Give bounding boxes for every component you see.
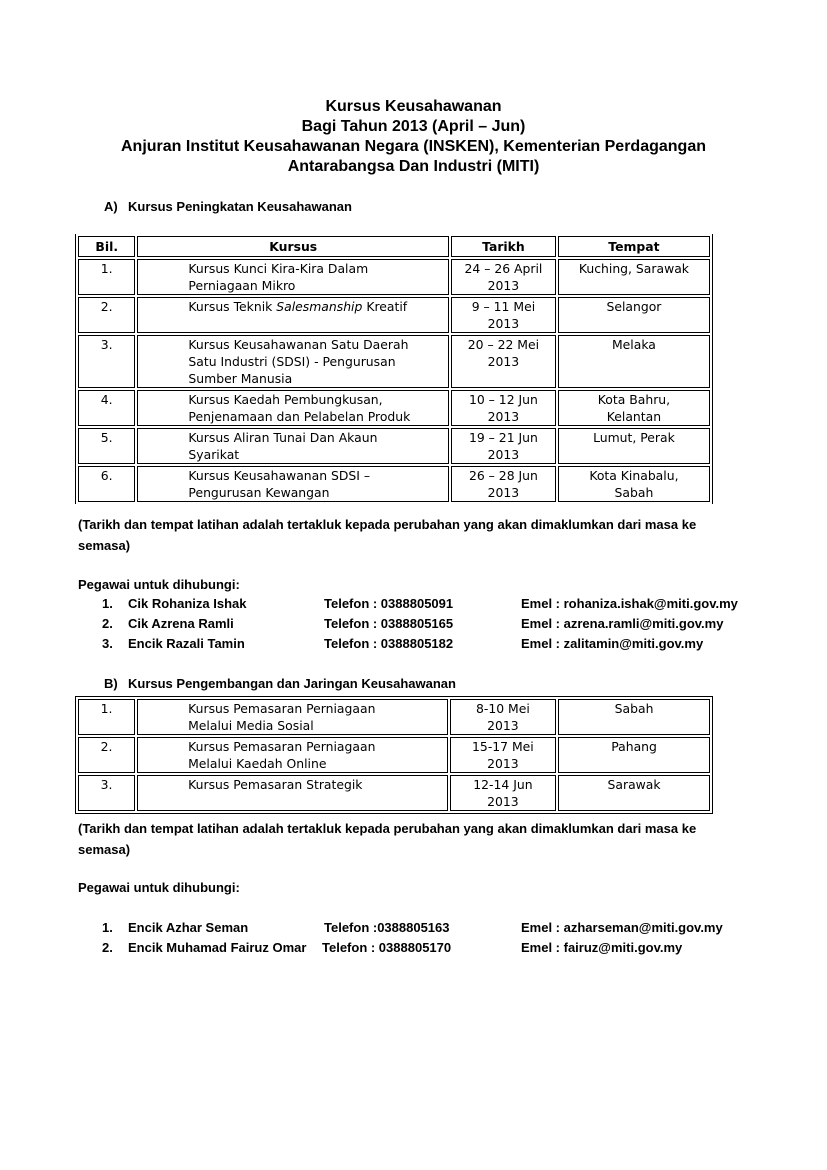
section-a-letter: A) xyxy=(104,199,118,214)
contact-number: 2. xyxy=(102,616,113,631)
kursus-line: Kursus Keusahawanan SDSI – xyxy=(188,468,371,483)
date-line: 10 – 12 Jun xyxy=(468,392,538,407)
col-header-tarikh: Tarikh xyxy=(451,236,556,257)
date-line: 19 – 21 Jun xyxy=(468,430,538,445)
cell-no: 1. xyxy=(78,699,135,735)
contact-email[interactable]: Emel : azharseman@miti.gov.my xyxy=(521,920,723,935)
cell-date xyxy=(450,775,556,811)
contact-email[interactable]: Emel : rohaniza.ishak@miti.gov.my xyxy=(521,596,738,611)
contact-phone: Telefon :0388805163 xyxy=(324,920,450,935)
cell-place xyxy=(558,699,710,735)
cell-place xyxy=(558,775,710,811)
cell-no: 3. xyxy=(78,775,135,811)
doc-title: Kursus Keusahawanan xyxy=(325,98,502,115)
date-line: 2013 xyxy=(487,794,519,809)
section-a-contacts-title: Pegawai untuk dihubungi: xyxy=(78,577,240,592)
section-b-title: Kursus Pengembangan dan Jaringan Keusahawanan xyxy=(128,676,456,691)
table-row xyxy=(78,737,710,773)
cell-kursus xyxy=(137,428,449,464)
contact-number: 1. xyxy=(102,596,113,611)
kursus-line: Pengurusan Kewangan xyxy=(188,485,330,500)
section-b-letter: B) xyxy=(104,676,118,691)
place-line: Melaka xyxy=(611,337,656,352)
place-line: Kota Bahru, xyxy=(597,392,671,407)
contact-item xyxy=(102,616,762,636)
cell-kursus xyxy=(137,297,449,333)
cell-place xyxy=(558,466,710,502)
cell-no: 6. xyxy=(78,466,135,502)
kursus-text-italic: Salesmanship xyxy=(276,299,363,314)
section-a-heading xyxy=(104,199,352,214)
place-line: Sabah xyxy=(614,701,654,716)
place-line: Kelantan xyxy=(606,409,662,424)
table-row xyxy=(78,466,710,502)
contact-item xyxy=(102,596,762,616)
table-row xyxy=(78,335,710,388)
cell-kursus xyxy=(137,699,448,735)
contact-phone: Telefon : 0388805091 xyxy=(324,596,454,611)
contact-name: Encik Muhamad Fairuz Omar xyxy=(128,940,307,955)
kursus-line: Syarikat xyxy=(188,447,240,462)
place-line: Lumut, Perak xyxy=(593,430,675,445)
note-line: (Tarikh dan tempat latihan adalah tertakluk kepada perubahan yang akan dimaklumkan dari masa ke xyxy=(78,821,697,836)
cell-no: 5. xyxy=(78,428,135,464)
table-row xyxy=(78,428,710,464)
contact-item xyxy=(102,940,762,960)
cell-place xyxy=(558,297,710,333)
date-line: 2013 xyxy=(487,278,520,293)
contact-name: Encik Razali Tamin xyxy=(128,636,245,651)
doc-organizer-line2: Antarabangsa Dan Industri (MITI) xyxy=(287,158,540,175)
kursus-text: Kreatif xyxy=(362,299,408,314)
cell-place xyxy=(558,259,710,295)
cell-no: 4. xyxy=(78,390,135,426)
cell-place xyxy=(558,428,710,464)
table-row xyxy=(78,775,710,811)
cell-place xyxy=(558,737,710,773)
date-line: 2013 xyxy=(487,718,519,733)
date-line: 2013 xyxy=(487,316,520,331)
cell-kursus xyxy=(137,390,449,426)
cell-kursus xyxy=(137,466,449,502)
cell-no: 2. xyxy=(78,297,135,333)
note-line: (Tarikh dan tempat latihan adalah tertakluk kepada perubahan yang akan dimaklumkan dari masa ke xyxy=(78,517,697,532)
kursus-line: Kursus Keusahawanan Satu Daerah xyxy=(188,337,409,352)
date-line: 8-10 Mei xyxy=(475,701,530,716)
cell-date xyxy=(451,466,556,502)
date-line: 9 – 11 Mei xyxy=(471,299,536,314)
table-header-row xyxy=(78,236,710,257)
date-line: 20 – 22 Mei xyxy=(467,337,540,352)
kursus-line: Kursus Kaedah Pembungkusan, xyxy=(188,392,383,407)
note-line: semasa) xyxy=(78,538,131,553)
kursus-line xyxy=(188,793,444,810)
table-row xyxy=(78,259,710,295)
place-line: Sabah xyxy=(614,485,654,500)
contact-email[interactable]: Emel : azrena.ramli@miti.gov.my xyxy=(521,616,724,631)
kursus-line: Penjenamaan dan Pelabelan Produk xyxy=(188,409,411,424)
contact-phone: Telefon : 0388805170 xyxy=(322,940,452,955)
col-header-kursus: Kursus xyxy=(137,236,449,257)
date-line: 26 – 28 Jun xyxy=(468,468,538,483)
date-line: 12-14 Jun xyxy=(473,777,533,792)
table-row xyxy=(78,699,710,735)
date-line: 15-17 Mei xyxy=(472,739,534,754)
place-line: Selangor xyxy=(606,299,662,314)
place-line: Kuching, Sarawak xyxy=(578,261,689,276)
contact-email[interactable]: Emel : fairuz@miti.gov.my xyxy=(521,940,683,955)
contact-name: Encik Azhar Seman xyxy=(128,920,249,935)
note-line: semasa) xyxy=(78,842,131,857)
cell-kursus xyxy=(137,259,449,295)
place-line: Pahang xyxy=(611,739,657,754)
cell-date xyxy=(451,335,556,388)
contact-number: 2. xyxy=(102,940,113,955)
cell-kursus xyxy=(137,335,449,388)
contact-name: Cik Rohaniza Ishak xyxy=(128,596,247,611)
kursus-line xyxy=(188,298,445,315)
kursus-text: Kursus Teknik xyxy=(188,299,277,314)
table-section-a xyxy=(75,234,713,504)
table-row xyxy=(78,390,710,426)
kursus-line: Melalui Kaedah Online xyxy=(188,756,327,771)
cell-date xyxy=(451,390,556,426)
contact-item xyxy=(102,636,762,656)
contact-phone: Telefon : 0388805182 xyxy=(324,636,454,651)
section-b-heading xyxy=(104,676,456,691)
cell-date xyxy=(450,699,556,735)
kursus-line: Kursus Pemasaran Perniagaan xyxy=(188,739,376,754)
date-line: 2013 xyxy=(487,485,520,500)
date-line: 2013 xyxy=(487,756,519,771)
cell-date xyxy=(451,428,556,464)
place-line: Sarawak xyxy=(607,777,661,792)
col-header-tempat: Tempat xyxy=(558,236,710,257)
date-line: 2013 xyxy=(487,354,520,369)
kursus-line: Kursus Aliran Tunai Dan Akaun xyxy=(188,430,378,445)
cell-date xyxy=(451,297,556,333)
doc-subtitle: Bagi Tahun 2013 (April – Jun) xyxy=(301,118,526,135)
kursus-line: Sumber Manusia xyxy=(188,371,293,386)
cell-date xyxy=(451,259,556,295)
kursus-line: Kursus Kunci Kira-Kira Dalam xyxy=(188,261,369,276)
date-line: 24 – 26 April xyxy=(464,261,543,276)
cell-no: 1. xyxy=(78,259,135,295)
section-a-note xyxy=(78,514,768,556)
col-header-bil: Bil. xyxy=(78,236,135,257)
kursus-line: Melalui Media Sosial xyxy=(188,718,314,733)
kursus-line: Kursus Pemasaran Strategik xyxy=(188,777,363,792)
doc-organizer-line1: Anjuran Institut Keusahawanan Negara (INSKEN), Kementerian Perdagangan xyxy=(120,138,706,155)
section-b-contacts-title: Pegawai untuk dihubungi: xyxy=(78,880,240,895)
section-b-note xyxy=(78,818,768,860)
cell-date xyxy=(450,737,556,773)
cell-no: 2. xyxy=(78,737,135,773)
kursus-line: Perniagaan Mikro xyxy=(188,278,296,293)
cell-no: 3. xyxy=(78,335,135,388)
cell-kursus xyxy=(137,737,448,773)
contact-number: 3. xyxy=(102,636,113,651)
cell-kursus xyxy=(137,775,448,811)
date-line: 2013 xyxy=(487,447,520,462)
table-section-b xyxy=(75,696,713,814)
contact-name: Cik Azrena Ramli xyxy=(128,616,234,631)
table-row xyxy=(78,297,710,333)
section-a-title: Kursus Peningkatan Keusahawanan xyxy=(128,199,352,214)
kursus-line: Kursus Pemasaran Perniagaan xyxy=(188,701,376,716)
place-line: Kota Kinabalu, xyxy=(589,468,679,483)
contact-email[interactable]: Emel : zalitamin@miti.gov.my xyxy=(521,636,704,651)
cell-place xyxy=(558,390,710,426)
cell-place xyxy=(558,335,710,388)
kursus-line: Satu Industri (SDSI) - Pengurusan xyxy=(188,354,396,369)
contact-item xyxy=(102,920,762,940)
date-line: 2013 xyxy=(487,409,520,424)
contact-phone: Telefon : 0388805165 xyxy=(324,616,454,631)
contact-number: 1. xyxy=(102,920,113,935)
